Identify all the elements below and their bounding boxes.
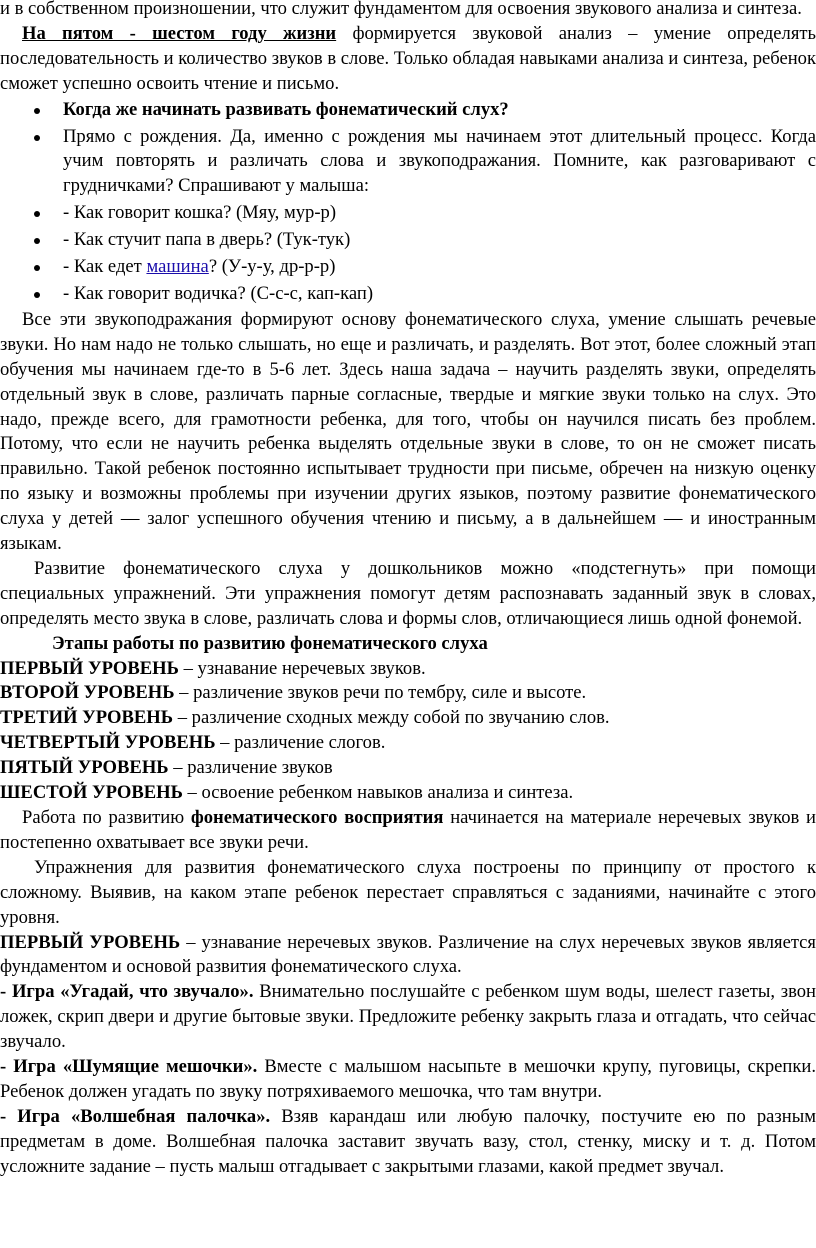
level-item xyxy=(0,681,816,706)
list-item xyxy=(0,282,816,307)
paragraph-development: Развитие фонематического слуха у дошкольников можно «подстегнуть» при помощи специальных упражнений. Эти упражнения помогут детям распознавать заданный звук в словах, определять место звука в слове, различать слова и формы слов, отличающиеся лишь одной фонемой. xyxy=(0,557,816,629)
list-item-text: - Как стучит папа в дверь? (Тук-тук) xyxy=(63,229,351,251)
paragraph-text: Работа по развитию xyxy=(22,807,191,828)
level-text: – различение слогов. xyxy=(215,732,386,754)
list-item xyxy=(0,98,816,123)
section-heading-text: Этапы работы по развитию фонематического слуха xyxy=(52,632,488,654)
game-item xyxy=(0,1105,816,1180)
level-name: ПЕРВЫЙ УРОВЕНЬ xyxy=(0,657,179,679)
level-item xyxy=(0,657,816,682)
bullet-icon xyxy=(34,211,40,217)
age-emphasis: На пятом - шестом году жизни xyxy=(22,22,337,44)
list-item-text: ? (У-у-у, др-р-р) xyxy=(208,256,336,278)
game-item xyxy=(0,980,816,1055)
game-text: Взяв карандаш или любую палочку, постучите ею по разным предметам в доме. Волшебная палочка заставит звучать вазу, стол, стенку, миску и т. д. Потом усложните задание – пусть малыш отгадывает с закрытыми глазами, какой предмет звучал. xyxy=(0,1105,816,1177)
paragraph-intro-continuation: и в собственном произношении, что служит фундаментом для освоения звукового анализа и синтеза. xyxy=(0,0,802,19)
paragraph-exercises: Упражнения для развития фонематического слуха построены по принципу от простого к сложному. Выявив, на каком этапе ребенок перестает справляться с заданиями, начинайте с этого уровня. xyxy=(0,856,816,928)
list-item-text: Прямо с рождения. Да, именно с рождения мы начинаем этот длительный процесс. Когда учим повторять и различать слова и звукоподражания. Помните, как разговаривают с грудничками? Спрашивают у малыша: xyxy=(63,125,816,197)
level-name: ЧЕТВЕРТЫЙ УРОВЕНЬ xyxy=(0,732,216,754)
level-text: – различение звуков xyxy=(168,757,333,779)
question-heading: Когда же начинать развивать фонематический слух? xyxy=(63,98,509,120)
paragraph-first-level xyxy=(0,931,816,981)
game-text: Вместе с малышом насыпьте в мешочки крупу, пуговицы, скрепки. Ребенок должен угадать по звуку потряхиваемого мешочка, что там внутри. xyxy=(0,1056,816,1102)
level-name: ПЯТЫЙ УРОВЕНЬ xyxy=(0,757,169,779)
paragraph-text: формируется звуковой анализ – умение определять последовательность и количество звуков в слове. Только обладая навыками анализа и синтеза, ребенок сможет успешно освоить чтение и письмо. xyxy=(0,22,816,94)
level-text: – различение сходных между собой по звучанию слов. xyxy=(173,707,610,729)
level-name: ШЕСТОЙ УРОВЕНЬ xyxy=(0,782,183,804)
bullet-icon xyxy=(34,108,40,114)
level-item xyxy=(0,756,816,781)
bullet-icon xyxy=(34,265,40,271)
emphasis-text: фонематического восприятия xyxy=(190,807,444,828)
level-text: – различение звуков речи по тембру, силе и высоте. xyxy=(174,682,587,704)
level-item xyxy=(0,706,816,731)
level-text: – узнавание неречевых звуков. xyxy=(178,657,426,679)
list-item xyxy=(0,201,816,226)
list-item-text: - Как говорит водичка? (С-с-с, кап-кап) xyxy=(63,282,374,304)
game-title: - Игра «Волшебная палочка». xyxy=(0,1105,271,1127)
paragraph-sound-imitation: Все эти звукоподражания формируют основу фонематического слуха, умение слышать речевые звуки. Но нам надо не только слышать, но еще и различать, и разделять. Вот этот, более сложный этап обучения мы начинаем где-то в 5-6 лет. Здесь наша задача – научить разделять звуки, определять отдельный звук в слове, различать парные согласные, твердые и мягкие звуки только на слух. Это надо, прежде всего, для грамотности ребенка, для того, чтобы он научился писать без проблем. Потому, что если не научить ребенка выделять отдельные звуки в слове, то он не сможет писать правильно. Такой ребенок постоянно испытывает трудности при письме, обречен на низкую оценку по языку и возможны проблемы при изучении других языков, поэтому развитие фонематического слуха у детей — залог успешного обучения чтению и письму, а в дальнейшем — и иностранным языкам. xyxy=(0,308,816,555)
level-name: ТРЕТИЙ УРОВЕНЬ xyxy=(0,707,174,729)
section-heading xyxy=(0,632,816,657)
game-title: - Игра «Угадай, что звучало». xyxy=(0,981,254,1003)
list-item xyxy=(0,125,816,200)
paragraph-perception xyxy=(0,806,816,856)
levels-list xyxy=(0,657,816,806)
bullet-icon xyxy=(34,292,40,298)
level-item xyxy=(0,781,816,806)
bullet-icon xyxy=(34,135,40,141)
level-text: – освоение ребенком навыков анализа и синтеза. xyxy=(182,782,574,804)
car-link[interactable]: машина xyxy=(146,256,209,278)
bullet-list xyxy=(0,98,816,307)
paragraph-text: – узнавание неречевых звуков. Различение на слух неречевых звуков является фундаментом и основой развития фонематического слуха. xyxy=(0,931,816,978)
level-item xyxy=(0,731,816,756)
paragraph-text: начинается на материале неречевых звуков и постепенно охватывает все звуки речи. xyxy=(0,807,816,853)
game-item xyxy=(0,1055,816,1105)
game-text: Внимательно послушайте с ребенком шум воды, шелест газеты, звон ложек, скрип двери и другие бытовые звуки. Предложите ребенку закрыть глаза и отгадать, что сейчас звучало. xyxy=(0,981,816,1053)
list-item-text: - Как едет xyxy=(63,256,147,278)
level-name: ВТОРОЙ УРОВЕНЬ xyxy=(0,682,175,704)
level-name: ПЕРВЫЙ УРОВЕНЬ xyxy=(0,931,181,953)
list-item xyxy=(0,255,816,280)
list-item xyxy=(0,228,816,253)
paragraph-age-five-six xyxy=(0,22,816,97)
game-title: - Игра «Шумящие мешочки». xyxy=(0,1056,258,1078)
list-item-text: - Как говорит кошка? (Мяу, мур-р) xyxy=(63,202,337,224)
bullet-icon xyxy=(34,238,40,244)
